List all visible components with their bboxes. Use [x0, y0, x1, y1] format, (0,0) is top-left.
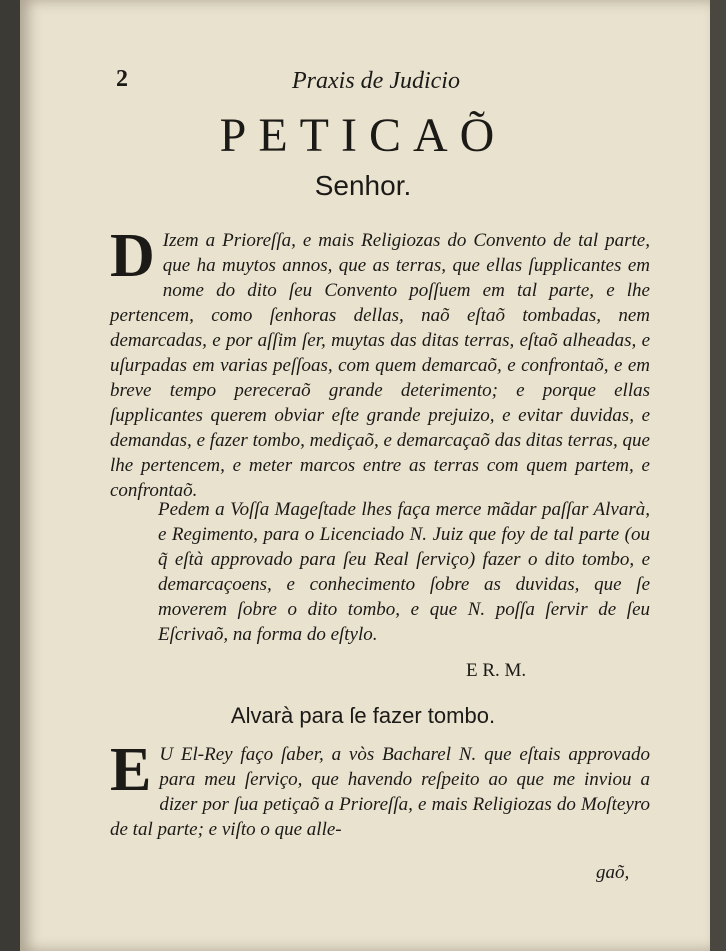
- alvara-paragraph: [110, 736, 650, 842]
- salutation: Senhor.: [314, 170, 412, 201]
- petition-text: Izem a Prioreſſa, e mais Religiozas do Convento de tal parte, que ha muytos annos, que as terras, que ellas ſupplicantes em nome do dito ſeu Convento poſſuem em tal parte, e lhe pertencem, como ſenhoras dellas, naõ eſtaõ tombadas, nem demarcadas, e por aſſim ſer, muytas das ditas terras, eſtaõ alheadas, e uſurpadas em varias peſſoas, com quem demarcaõ, e confrontaõ, e em breve tempo pereceraõ grande deterimento; e porque ellas ſupplicantes querem obviar eſte grande prejuizo, e evitar duvidas, e demandas, e fazer tombo, mediçaõ, e demarcaçaõ das ditas terras, que lhe pertencem, e meter marcos entre as terras com quem partem, e confrontaõ.: [110, 230, 650, 501]
- section-heading: Alvarà para ſe fazer tombo.: [230, 703, 496, 728]
- dropcap-d: D: [110, 222, 155, 290]
- alvara-text: U El-Rey faço ſaber, a vòs Bacharel N. que eſtais approvado para meu ſerviço, que havendo reſpeito ao que me inviou a dizer por ſua petiçaõ a Prioreſſa, e mais Religiozas do Moſteyro de tal parte; e viſto o que alle-: [110, 744, 650, 840]
- catchword: gaõ,: [596, 862, 630, 883]
- page-number: 2: [116, 66, 128, 92]
- petition-request: Pedem a Voſſa Mageſtade lhes faça merce mãdar paſſar Alvarà, e Regimento, para o Licenciado N. Juiz que foy de tal parte (ou q̃ eſtà approvado para ſeu Real ſerviço) fazer o dito tombo, e demarcaçoens, e conhecimento ſobre as duvidas, que ſe moverem ſobre o dito tombo, e que N. poſſa ſervir de ſeu Eſcrivaõ, na forma do eſtylo.: [158, 499, 650, 645]
- page-title: PETICAÕ: [219, 109, 507, 162]
- running-head: Praxis de Judicio: [292, 68, 460, 94]
- petition-paragraph: [110, 222, 650, 503]
- page-header: [0, 60, 726, 100]
- dropcap-e: E: [110, 736, 152, 804]
- erm-closing: E R. M.: [466, 660, 527, 681]
